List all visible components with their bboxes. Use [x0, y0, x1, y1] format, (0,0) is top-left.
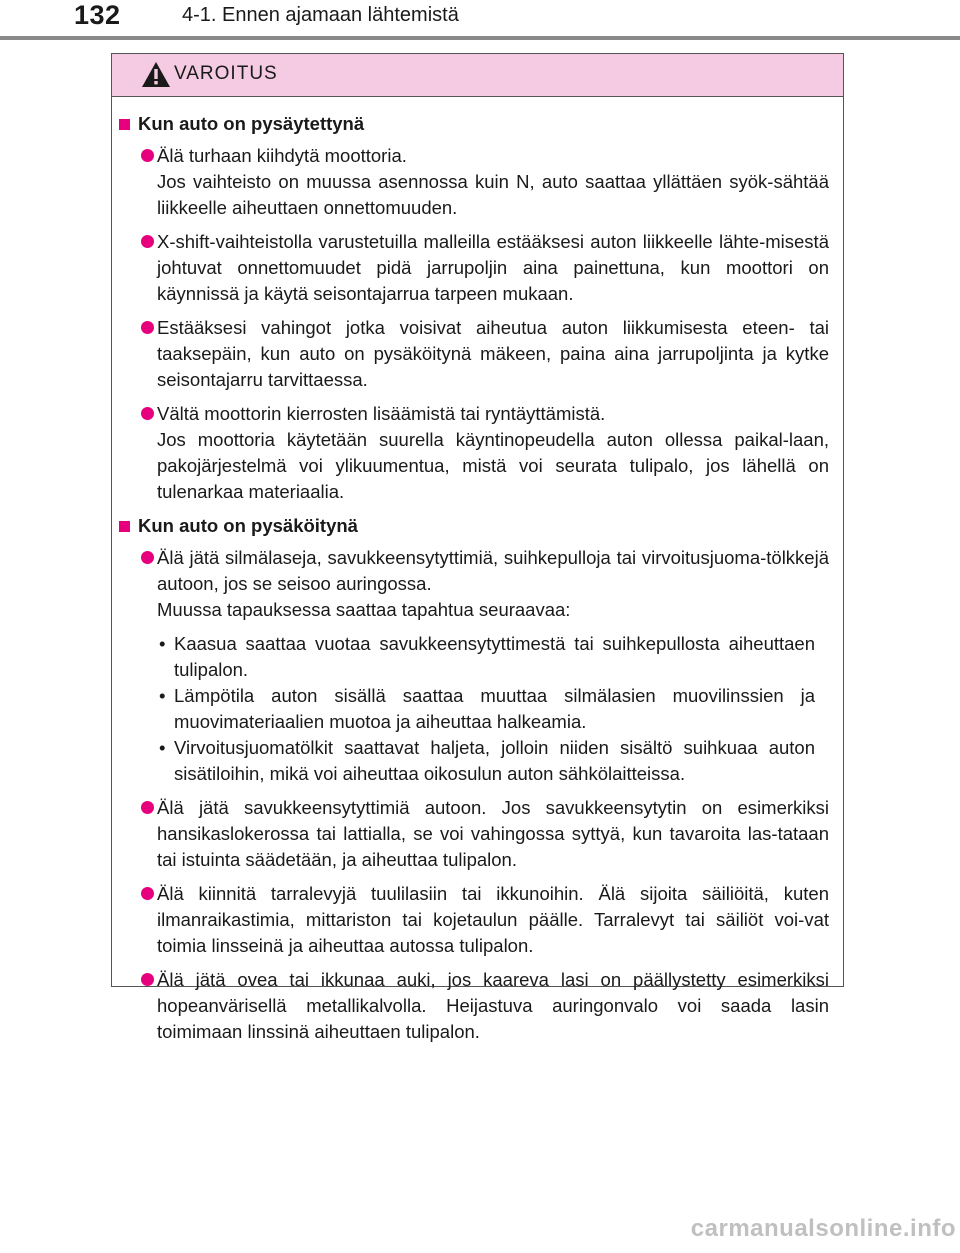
sub-list-item [157, 631, 815, 683]
sub-list-item-text: Kaasua saattaa vuotaa savukkeensytyttimestä tai suihkepullosta aiheuttaen tulipalon. [174, 633, 815, 680]
warning-item [119, 795, 829, 873]
page-number: 132 [74, 0, 121, 30]
warning-item [119, 545, 829, 787]
item-paragraph: X-shift-vaihteistolla varustetuilla malleilla estääksesi auton liikkeelle lähte-misestä johtuvat onnettomuudet pidä jarrupoljin aina painettuna, kun moottori on käynnissä ja käytä seisontajarrua tarpeen mukaan. [157, 231, 829, 304]
warning-header [112, 54, 843, 97]
warning-item [119, 967, 829, 1045]
item-paragraph: Älä jätä savukkeensytyttimiä autoon. Jos savukkeensytytin on esimerkiksi hansikaslokerossa tai lattialla, se voi vahingossa syttyä, kun tavaroita las-tataan tai istuinta säädetään, ja aiheuttaa tulipalon. [157, 797, 829, 870]
item-paragraph: Vältä moottorin kierrosten lisäämistä tai ryntäyttämistä. [157, 403, 606, 424]
item-paragraph: Älä jätä silmälaseja, savukkeensytyttimiä, suihkepulloja tai virvoitusjuoma-tölkkejä autoon, jos se seisoo auringossa. [157, 547, 829, 594]
section-title: 4-1. Ennen ajamaan lähtemistä [182, 4, 459, 26]
warning-item [119, 401, 829, 505]
square-bullet-icon [119, 521, 130, 532]
square-bullet-icon [119, 119, 130, 130]
warning-item [119, 881, 829, 959]
sub-list-item-text: Virvoitusjuomatölkit saattavat haljeta, jolloin niiden sisältö suihkuaa auton sisätiloihin, mikä voi aiheuttaa oikosulun auton sähkölaitteissa. [174, 737, 815, 784]
section-heading [119, 111, 829, 137]
bullet-icon: • [159, 737, 166, 758]
round-bullet-icon [141, 321, 154, 334]
item-paragraph: Muussa tapauksessa saattaa tapahtua seuraavaa: [157, 599, 571, 620]
item-paragraph: Älä jätä ovea tai ikkunaa auki, jos kaareva lasi on päällystetty esimerkiksi hopeanvärisellä metallikalvolla. Heijastuva auringonvalo voi saada lasin toimimaan linssinä aiheuttaen tulipalon. [157, 969, 829, 1042]
section-heading-text: Kun auto on pysäköitynä [138, 515, 358, 536]
item-paragraph: Älä kiinnitä tarralevyjä tuulilasiin tai ikkunoihin. Älä sijoita säiliöitä, kuten ilmanraikastimia, mittariston tai kojetaulun päälle. Tarralevyt tai säiliöt voi-vat toimia linsseinä ja aiheuttaa autossa tulipalon. [157, 883, 829, 956]
round-bullet-icon [141, 973, 154, 986]
header-divider [0, 36, 960, 40]
warning-item [119, 229, 829, 307]
round-bullet-icon [141, 801, 154, 814]
item-paragraph: Älä turhaan kiihdytä moottoria. [157, 145, 407, 166]
page-header [0, 0, 960, 40]
bullet-icon: • [159, 685, 166, 706]
watermark: carmanualsonline.info [690, 1215, 956, 1242]
sub-list-item-text: Lämpötila auton sisällä saattaa muuttaa silmälasien muovilinssien ja muovimateriaalien muotoa ja aiheuttaa halkeamia. [174, 685, 815, 732]
sub-list-item [157, 683, 815, 735]
round-bullet-icon [141, 551, 154, 564]
round-bullet-icon [141, 149, 154, 162]
warning-box [111, 53, 844, 1042]
sub-list [157, 631, 829, 787]
item-paragraph: Jos moottoria käytetään suurella käyntinopeudella auton ollessa paikal-laan, pakojärjestelmä voi ylikuumentua, mistä voi seurata tulipalo, jos lähellä on tulenarkaa materiaalia. [157, 429, 829, 502]
round-bullet-icon [141, 235, 154, 248]
section-heading-text: Kun auto on pysäytettynä [138, 113, 365, 134]
bullet-icon: • [159, 633, 166, 654]
warning-item [119, 143, 829, 221]
warning-title: VAROITUS [174, 63, 278, 84]
sub-list-item [157, 735, 815, 787]
round-bullet-icon [141, 887, 154, 900]
warning-item [119, 315, 829, 393]
warning-triangle-icon [141, 61, 171, 88]
item-paragraph: Estääksesi vahingot jotka voisivat aiheutua auton liikkumisesta eteen- tai taaksepäin, kun auto on pysäköitynä mäkeen, paina aina jarrupoljinta ja kytke seisontajarru tarvittaessa. [157, 317, 829, 390]
section-heading [119, 513, 829, 539]
item-paragraph: Jos vaihteisto on muussa asennossa kuin N, auto saattaa yllättäen syök-sähtää liikkeelle aiheuttaen onnettomuuden. [157, 171, 829, 218]
round-bullet-icon [141, 407, 154, 420]
warning-body [112, 97, 843, 1045]
